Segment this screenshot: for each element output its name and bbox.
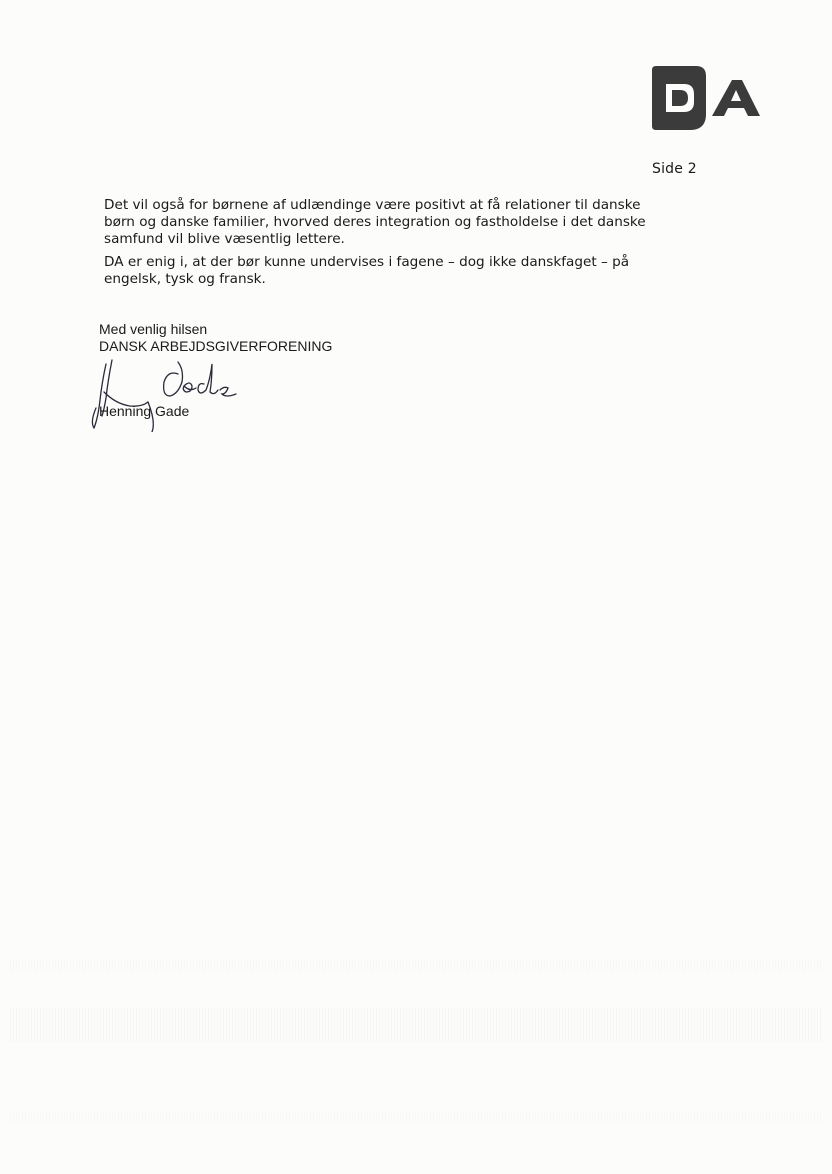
paragraph (104, 197, 644, 248)
handwritten-signature-icon (86, 352, 256, 432)
text-line: Det vil også for børnene af udlændinge være positivt at få relationer til danske (104, 197, 641, 213)
paragraph (104, 254, 644, 288)
text-line: samfund vil blive væsentlig lettere. (104, 231, 345, 247)
scan-noise-band (10, 1112, 822, 1122)
signer-name: Henning Gade (99, 403, 190, 419)
closing-block (99, 321, 332, 355)
page-number: Side 2 (652, 161, 697, 177)
letter-body (104, 197, 644, 294)
text-line: børn og danske familier, hvorved deres integration og fastholdelse i det danske (104, 214, 646, 230)
text-line: engelsk, tysk og fransk. (104, 271, 266, 287)
da-logo-icon (650, 66, 762, 132)
text-line: DA er enig i, at der bør kunne undervises i fagene – dog ikke danskfaget – på (104, 254, 630, 270)
salutation: Med venlig hilsen (99, 321, 208, 337)
organization-name: DANSK ARBEJDSGIVERFORENING (99, 338, 333, 354)
scan-noise-band (10, 1008, 822, 1042)
scan-noise-band (10, 960, 822, 972)
